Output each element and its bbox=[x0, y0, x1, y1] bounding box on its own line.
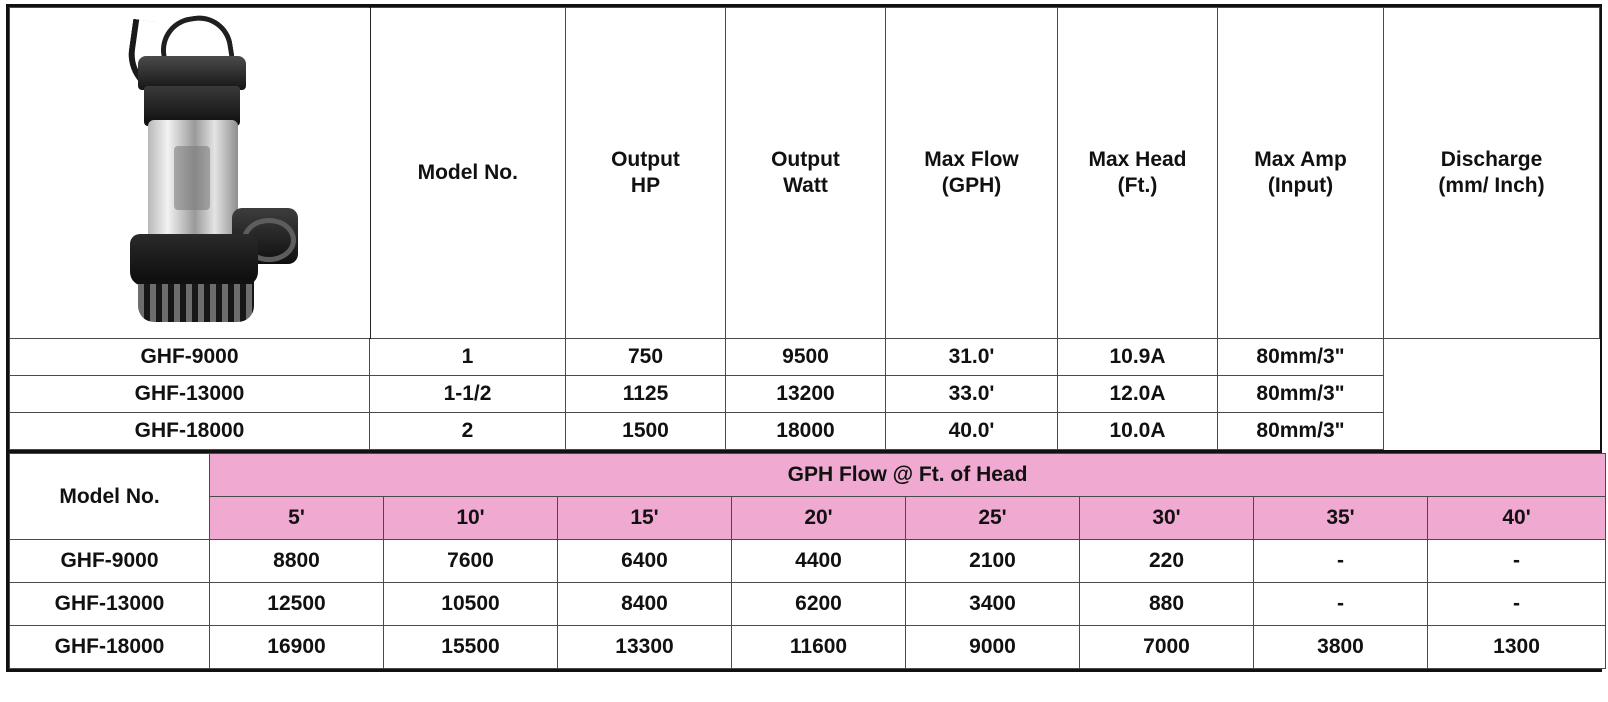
flow-head-5ft: 5' bbox=[210, 497, 384, 540]
pump-body-icon bbox=[148, 120, 238, 240]
flow-value: 12500 bbox=[210, 583, 384, 626]
spec-header-max-flow: Max Flow (GPH) bbox=[886, 8, 1058, 339]
flow-value: - bbox=[1254, 583, 1428, 626]
spec-max-head: 40.0' bbox=[886, 413, 1058, 450]
spec-header-row bbox=[10, 8, 1600, 339]
pump-icon bbox=[10, 8, 370, 338]
tables-container bbox=[6, 4, 1602, 672]
flow-table-title: GPH Flow @ Ft. of Head bbox=[210, 454, 1606, 497]
spec-max-amp: 10.9A bbox=[1058, 339, 1218, 376]
spec-output-watt: 1125 bbox=[566, 376, 726, 413]
spec-header-output-watt: Output Watt bbox=[726, 8, 886, 339]
flow-value: 16900 bbox=[210, 626, 384, 669]
spec-model: GHF-9000 bbox=[10, 339, 370, 376]
spec-header-max-amp: Max Amp (Input) bbox=[1218, 8, 1384, 339]
pump-shroud-icon bbox=[130, 234, 258, 286]
flow-head-40ft: 40' bbox=[1428, 497, 1606, 540]
flow-value: 880 bbox=[1080, 583, 1254, 626]
spec-max-flow: 13200 bbox=[726, 376, 886, 413]
pump-base-icon bbox=[138, 280, 254, 322]
flow-head-row bbox=[10, 497, 1606, 540]
flow-head-10ft: 10' bbox=[384, 497, 558, 540]
specification-table bbox=[9, 7, 1600, 450]
flow-value: - bbox=[1254, 540, 1428, 583]
table-row bbox=[10, 540, 1606, 583]
flow-value: 8800 bbox=[210, 540, 384, 583]
spec-max-head: 31.0' bbox=[886, 339, 1058, 376]
flow-value: - bbox=[1428, 583, 1606, 626]
table-row bbox=[10, 583, 1606, 626]
flow-head-30ft: 30' bbox=[1080, 497, 1254, 540]
table-row bbox=[10, 339, 1600, 376]
spec-max-flow: 9500 bbox=[726, 339, 886, 376]
flow-model: GHF-9000 bbox=[10, 540, 210, 583]
spec-output-hp: 1-1/2 bbox=[370, 376, 566, 413]
spec-header-model: Model No. bbox=[370, 8, 566, 339]
table-row bbox=[10, 376, 1600, 413]
flow-value: 1300 bbox=[1428, 626, 1606, 669]
spec-max-amp: 12.0A bbox=[1058, 376, 1218, 413]
product-photo-cell bbox=[10, 8, 370, 339]
spec-model: GHF-13000 bbox=[10, 376, 370, 413]
spec-output-hp: 1 bbox=[370, 339, 566, 376]
spec-max-amp: 10.0A bbox=[1058, 413, 1218, 450]
table-row bbox=[10, 413, 1600, 450]
flow-value: - bbox=[1428, 540, 1606, 583]
flow-value: 13300 bbox=[558, 626, 732, 669]
spec-discharge: 80mm/3" bbox=[1218, 339, 1384, 376]
spec-output-hp: 2 bbox=[370, 413, 566, 450]
flow-value: 15500 bbox=[384, 626, 558, 669]
spec-header-discharge: Discharge (mm/ Inch) bbox=[1384, 8, 1600, 339]
spec-header-max-head: Max Head (Ft.) bbox=[1058, 8, 1218, 339]
flow-value: 10500 bbox=[384, 583, 558, 626]
spec-output-watt: 750 bbox=[566, 339, 726, 376]
flow-title-row bbox=[10, 454, 1606, 497]
flow-value: 2100 bbox=[906, 540, 1080, 583]
flow-value: 4400 bbox=[732, 540, 906, 583]
flow-value: 7000 bbox=[1080, 626, 1254, 669]
spec-max-head: 33.0' bbox=[886, 376, 1058, 413]
flow-value: 3800 bbox=[1254, 626, 1428, 669]
flow-value: 3400 bbox=[906, 583, 1080, 626]
flow-value: 7600 bbox=[384, 540, 558, 583]
spec-discharge: 80mm/3" bbox=[1218, 413, 1384, 450]
spec-model: GHF-18000 bbox=[10, 413, 370, 450]
flow-head-35ft: 35' bbox=[1254, 497, 1428, 540]
flow-value: 6400 bbox=[558, 540, 732, 583]
flow-head-25ft: 25' bbox=[906, 497, 1080, 540]
flow-head-15ft: 15' bbox=[558, 497, 732, 540]
spec-max-flow: 18000 bbox=[726, 413, 886, 450]
table-row bbox=[10, 626, 1606, 669]
spec-output-watt: 1500 bbox=[566, 413, 726, 450]
flow-value: 11600 bbox=[732, 626, 906, 669]
flow-head-20ft: 20' bbox=[732, 497, 906, 540]
flow-value: 8400 bbox=[558, 583, 732, 626]
flow-model: GHF-18000 bbox=[10, 626, 210, 669]
flow-value: 9000 bbox=[906, 626, 1080, 669]
flow-model: GHF-13000 bbox=[10, 583, 210, 626]
flow-value: 220 bbox=[1080, 540, 1254, 583]
pump-cap-icon bbox=[138, 56, 246, 90]
flow-value: 6200 bbox=[732, 583, 906, 626]
flow-table bbox=[9, 453, 1606, 669]
spec-discharge: 80mm/3" bbox=[1218, 376, 1384, 413]
flow-header-model: Model No. bbox=[10, 454, 210, 540]
spec-header-output-hp: Output HP bbox=[566, 8, 726, 339]
